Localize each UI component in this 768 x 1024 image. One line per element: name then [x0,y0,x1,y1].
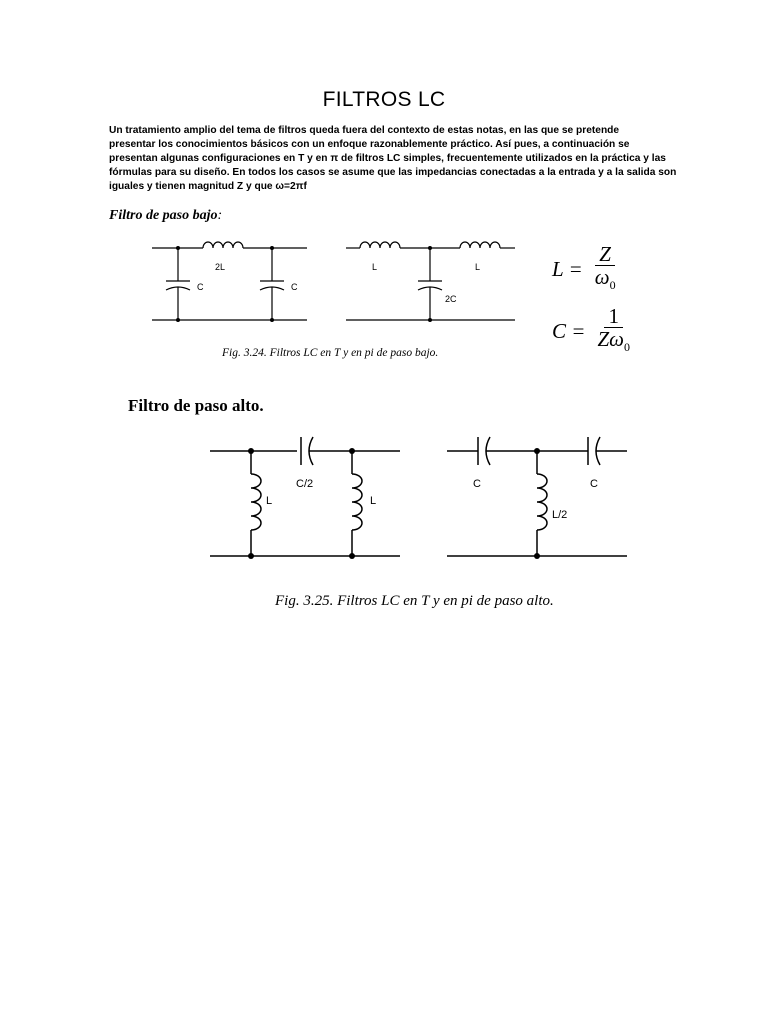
lowpass-pi-circuit [152,242,307,320]
hp-pi-cap-label: C/2 [296,478,314,490]
formula-c-denominator [597,328,630,358]
intro-line: iguales y tienen magnitud Z y que ω=2πf [109,181,307,192]
lowpass-heading-text: Filtro de paso bajo [109,208,218,223]
formula-l-numerator: Z [595,243,615,266]
formula-l-fraction [595,243,616,296]
intro-line: Un tratamiento amplio del tema de filtros queda fuera del contexto de estas notas, en las que se pretende [109,125,620,136]
formula-c-numerator: 1 [604,305,623,328]
lp-t-inductor-left-label: L [372,262,378,272]
formula-c-fraction [597,305,630,358]
lowpass-heading-colon: : [217,208,223,223]
formula-c-den-symbol: Zω [597,327,624,351]
lowpass-caption: Fig. 3.24. Filtros LC en T y en pi de paso bajo. [222,347,439,359]
hp-t-inductor-label: L/2 [552,509,568,521]
lp-t-cap-label: 2C [445,294,457,304]
intro-line: presentar los conocimientos básicos con un enfoque razonablemente práctico. Así pues, a continuación se [109,139,630,150]
intro-line: presentan algunas configuraciones en T y en π de filtros LC simples, frecuentemente utilizados en la práctica y las [109,153,666,164]
lp-pi-cap-right-label: C [291,282,298,292]
lp-pi-inductor-label: 2L [215,262,226,272]
hp-pi-ind-right-label: L [370,495,377,507]
highpass-heading: Filtro de paso alto. [128,396,264,415]
hp-t-cap-right-label: C [590,478,598,490]
formula-l-den-symbol: ω [594,265,610,289]
hp-pi-ind-left-label: L [266,495,273,507]
highpass-caption: Fig. 3.25. Filtros LC en T y en pi de paso alto. [275,593,554,609]
intro-line: fórmulas para su diseño. En todos los casos se asume que las impedancias conectadas a la entrada y a la salida son [109,167,677,178]
lp-t-inductor-right-label: L [475,262,481,272]
lp-pi-cap-left-label: C [197,282,204,292]
formula-inductance [552,243,616,296]
page-title: FILTROS LC [322,88,446,111]
hp-t-cap-left-label: C [473,478,481,490]
formula-l-denominator [595,266,616,296]
formula-c-lhs: C = [552,319,586,344]
formula-c-den-sub: 0 [623,340,630,355]
formula-capacitance [552,305,630,358]
highpass-t-circuit [447,437,627,556]
formula-l-lhs: L = [552,257,583,282]
lowpass-t-circuit [346,242,515,320]
formula-l-den-sub: 0 [609,278,616,293]
